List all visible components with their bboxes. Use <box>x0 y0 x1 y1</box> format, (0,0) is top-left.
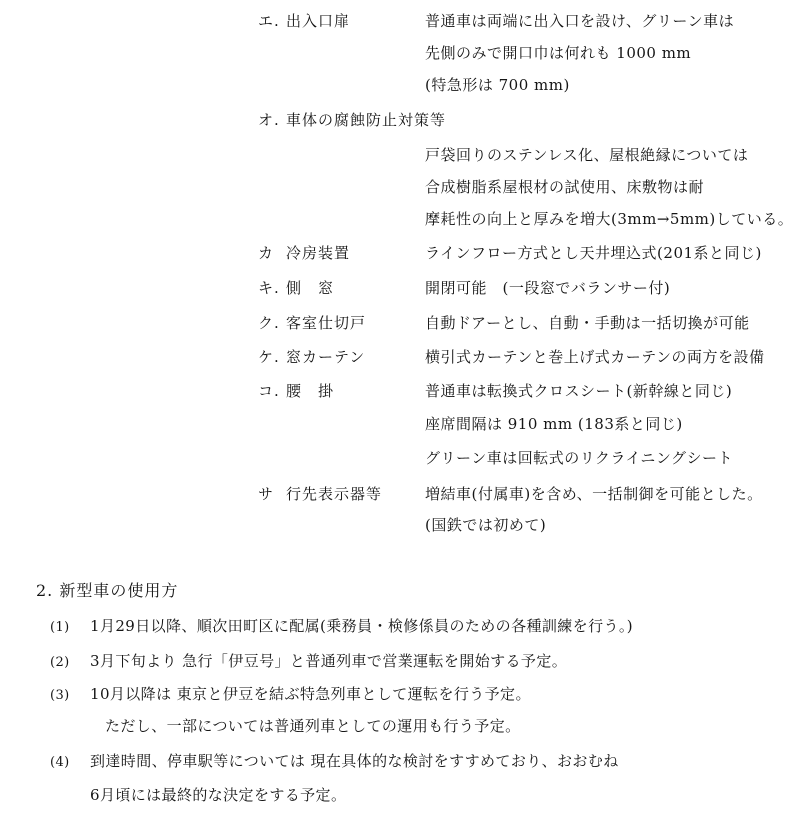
spec-label-cooling: カ 冷房装置 <box>258 244 351 262</box>
spec-label-curtain: ケ. 窓カーテン <box>258 348 366 366</box>
spec-text-line: (国鉄では初めて) <box>425 516 547 534</box>
spec-text-line: 横引式カーテンと巻上げ式カーテンの両方を設備 <box>425 348 765 366</box>
list-item-continuation: 6月頃には最終的な決定をする予定。 <box>90 786 347 804</box>
spec-text-line: 先側のみで開口巾は何れも 1000 mm <box>425 44 692 62</box>
list-item: (2) 3月下旬より 急行「伊豆号」と普通列車で営業運転を開始する予定。 <box>50 652 568 670</box>
spec-text-line: グリーン車は回転式のリクライニングシート <box>425 449 734 467</box>
spec-label-destination-sign: サ 行先表示器等 <box>258 485 383 503</box>
spec-text-line: 普通車は両端に出入口を設け、グリーン車は <box>425 12 735 30</box>
spec-text-line: 増結車(付属車)を含め、一括制御を可能とした。 <box>425 485 763 503</box>
spec-label-corrosion: オ. 車体の腐蝕防止対策等 <box>258 111 447 129</box>
list-item-continuation: ただし、一部については普通列車としての運用も行う予定。 <box>105 717 521 735</box>
list-item: (1) 1月29日以降、順次田町区に配属(乗務員・検修係員のための各種訓練を行う。) <box>50 617 634 635</box>
spec-label-door: エ. 出入口扉 <box>258 12 351 30</box>
spec-label-seats: コ. 腰 掛 <box>258 382 335 400</box>
spec-text-line: (特急形は 700 mm) <box>425 76 570 94</box>
spec-text-line: 座席間隔は 910 mm (183系と同じ) <box>425 415 683 433</box>
spec-text-line: 戸袋回りのステンレス化、屋根絶縁については <box>425 146 749 164</box>
spec-label-partition-door: ク. 客室仕切戸 <box>258 314 367 332</box>
spec-label-side-window: キ. 側 窓 <box>258 279 335 297</box>
spec-text-line: 摩耗性の向上と厚みを増大(3mm→5mm)している。 <box>425 210 794 228</box>
spec-text-line: 自動ドアーとし、自動・手動は一括切換が可能 <box>425 314 750 332</box>
spec-text-line: 合成樹脂系屋根材の試使用、床敷物は耐 <box>425 178 705 196</box>
list-item: (4) 到達時間、停車駅等については 現在具体的な検討をすすめており、おおむね <box>50 752 619 770</box>
list-item: (3) 10月以降は 東京と伊豆を結ぶ特急列車として運転を行う予定。 <box>50 685 531 703</box>
section-title: 2. 新型車の使用方 <box>36 581 179 600</box>
spec-text-line: 普通車は転換式クロスシート(新幹線と同じ) <box>425 382 733 400</box>
spec-text-line: ラインフロー方式とし天井埋込式(201系と同じ) <box>425 244 762 262</box>
spec-text-line: 開閉可能 (一段窓でバランサー付) <box>425 279 671 297</box>
